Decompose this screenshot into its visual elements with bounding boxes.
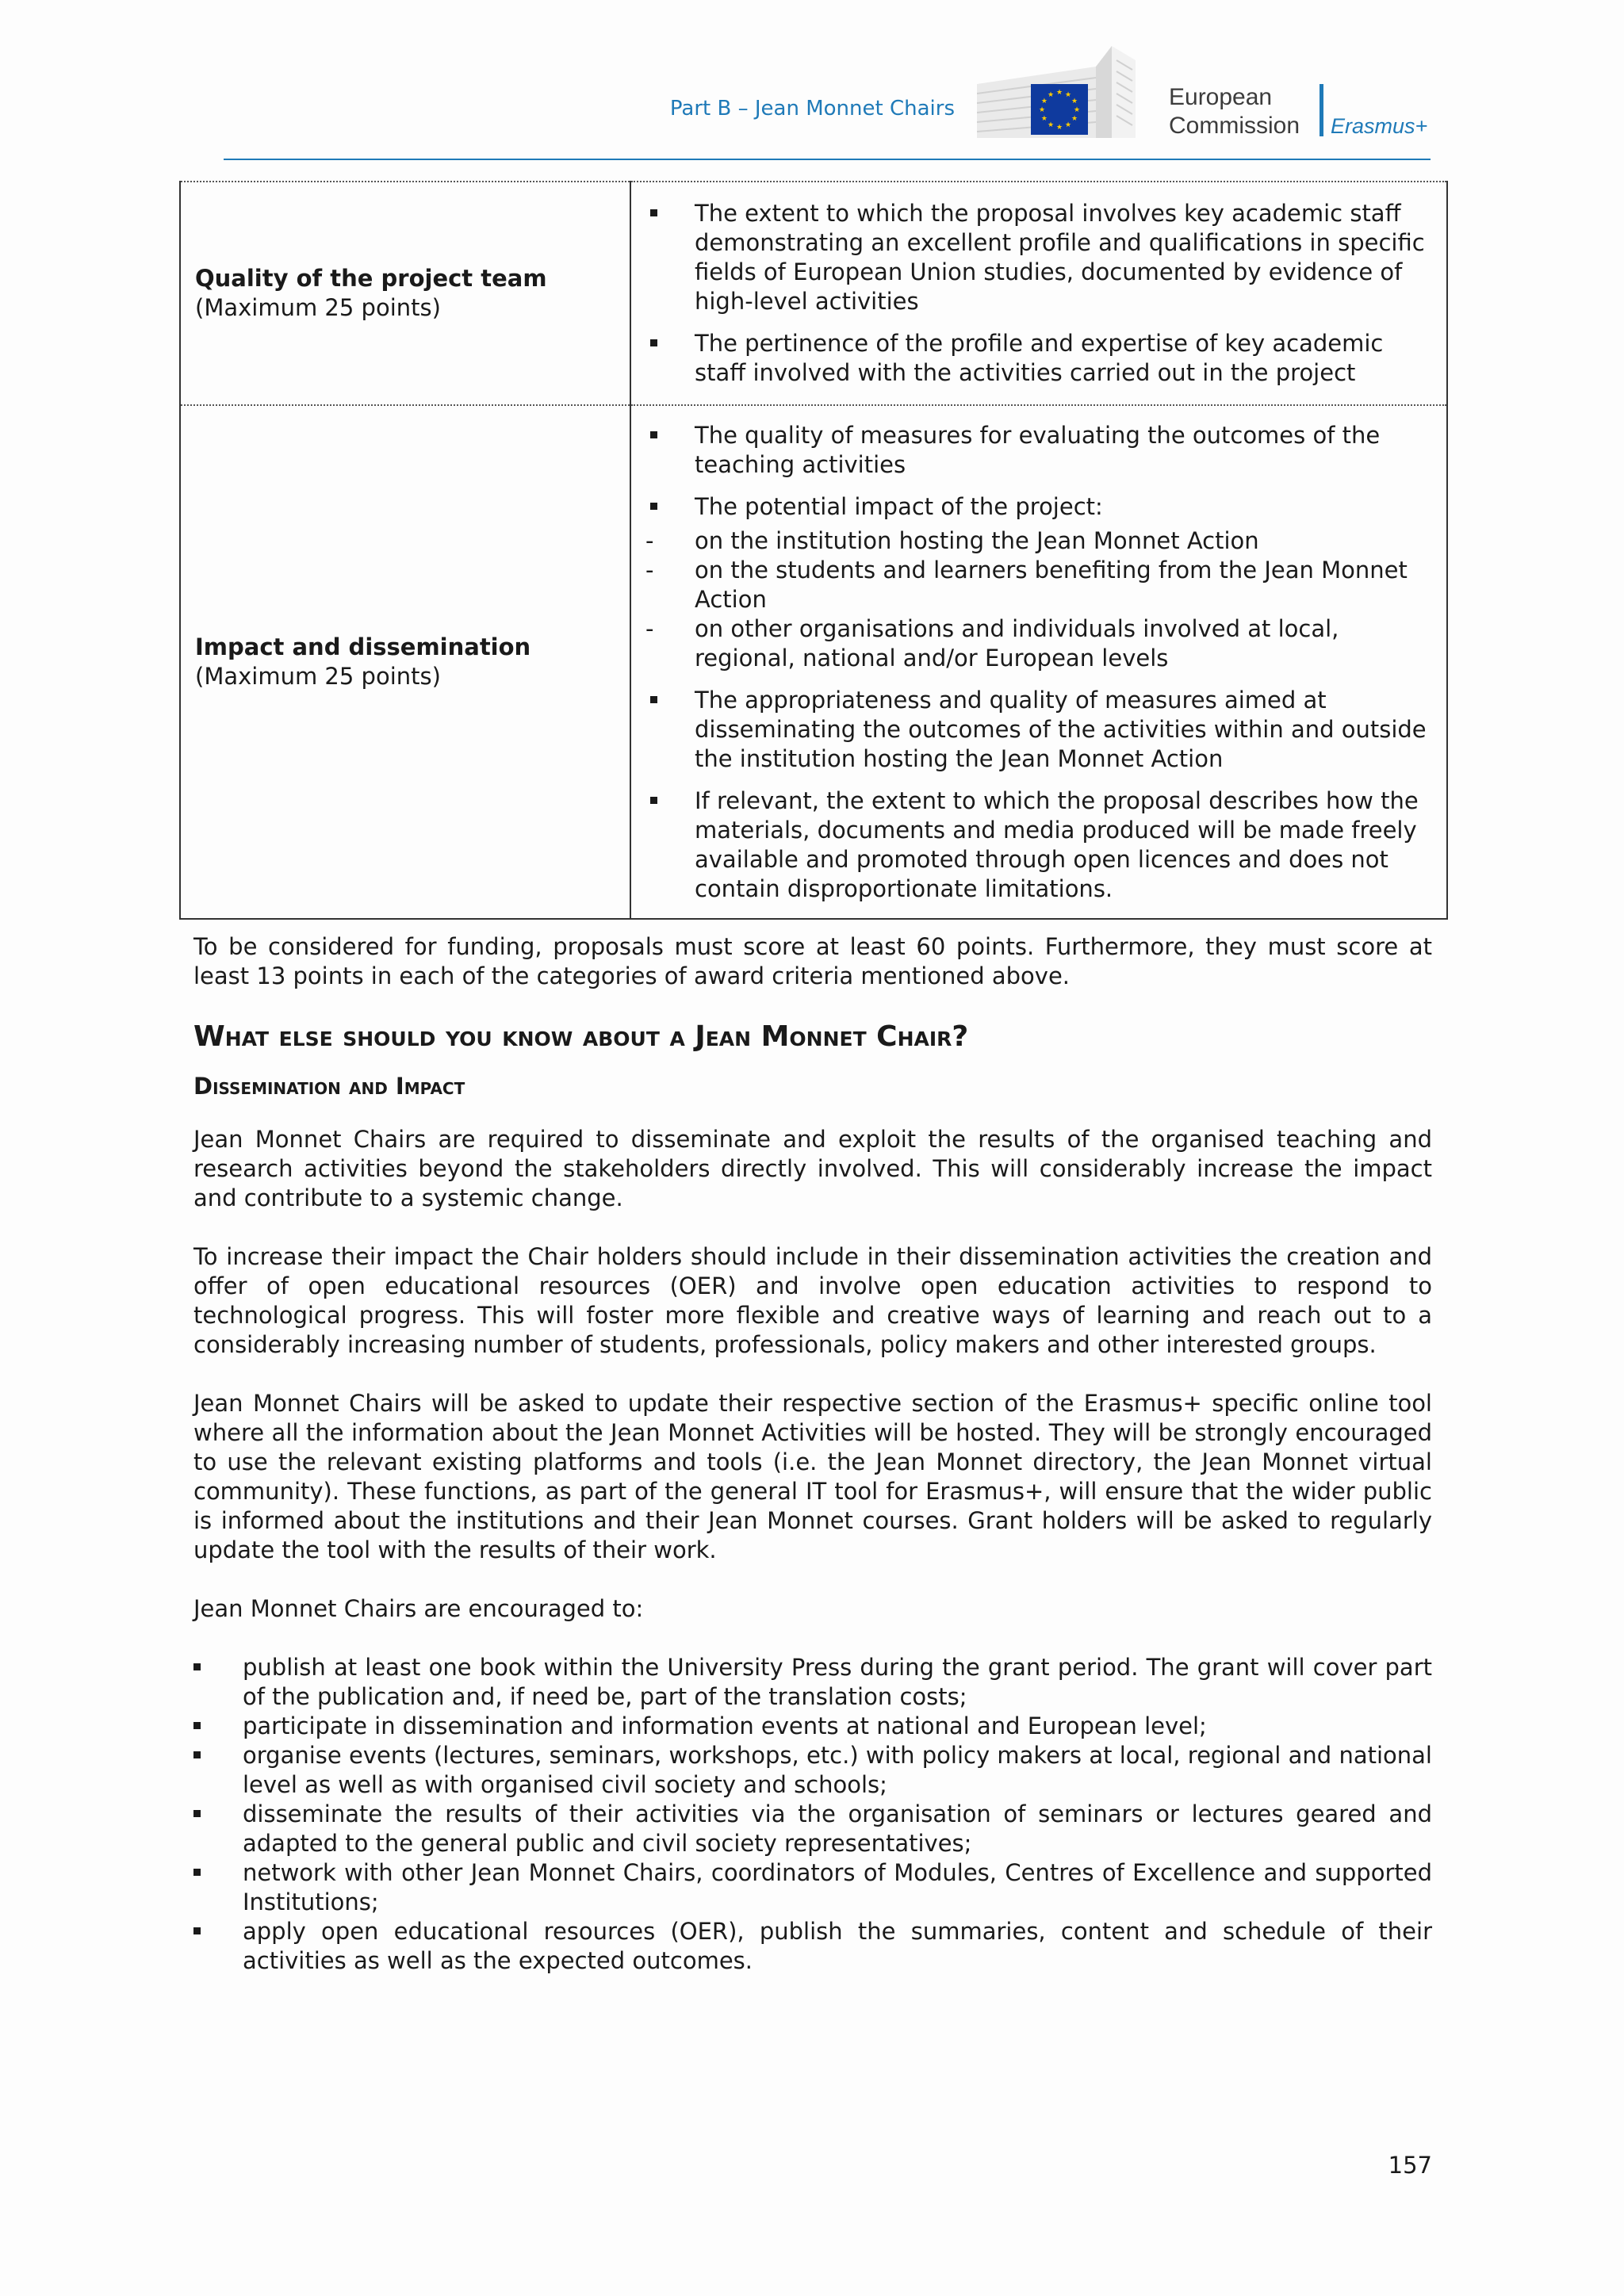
page-header: [0, 0, 1624, 166]
subsection-heading: Dissemination and Impact: [193, 1073, 465, 1100]
body-paragraph: To increase their impact the Chair holders should include in their dissemination activities the creation and offer of open educational resources (OER) and involve open education activities to respond to technological progress. This will foster more flexible and creative ways of learning and reach out to a considerably increasing number of students, professionals, policy makers and other interested groups.: [193, 1243, 1432, 1358]
european-commission-erasmus-logo: [977, 44, 1437, 147]
logo-erasmus: Erasmus+: [1331, 114, 1428, 138]
criteria-title: Impact and dissemination: [195, 633, 531, 660]
criteria-subitem: - on the institution hosting the Jean Monnet Action: [645, 526, 1432, 556]
eu-star-icon: ★: [1047, 121, 1055, 130]
criteria-name-cell: [180, 182, 630, 405]
criteria-row-impact: [180, 405, 1447, 919]
body-paragraph: Jean Monnet Chairs are encouraged to:: [193, 1595, 644, 1622]
eu-star-icon: ★: [1055, 89, 1063, 97]
criteria-bullet-text: The potential impact of the project:: [695, 492, 1103, 520]
eu-star-icon: ★: [1073, 106, 1081, 114]
criteria-subitem: - on other organisations and individuals involved at local, regional, national and/or European levels: [645, 614, 1432, 673]
eu-star-icon: ★: [1055, 124, 1063, 132]
criteria-bullet: [647, 492, 1432, 673]
section-heading: What else should you know about a Jean Monnet Chair?: [193, 1020, 969, 1053]
eu-star-icon: ★: [1064, 121, 1072, 130]
criteria-row-project-team: [180, 182, 1447, 405]
page-number: 157: [1388, 2152, 1432, 2179]
criteria-bullet: If relevant, the extent to which the proposal describes how the materials, documents and media produced will be made freely available and promoted through open licences and does not contain disproportionate limitations.: [647, 786, 1432, 904]
criteria-subitem: - on the students and learners benefiting from the Jean Monnet Action: [645, 556, 1432, 614]
body-paragraph: Jean Monnet Chairs are required to disseminate and exploit the results of the organised teaching and research activities beyond the stakeholders directly involved. This will considerably increase the impact and contribute to a systemic change.: [193, 1126, 1432, 1211]
criteria-title: Quality of the project team: [195, 265, 547, 292]
criteria-description-cell: [630, 405, 1447, 919]
criteria-points: (Maximum 25 points): [195, 663, 441, 690]
criteria-bullet: The pertinence of the profile and expertise of key academic staff involved with the activities carried out in the project: [647, 329, 1432, 388]
eu-star-icon: ★: [1040, 115, 1048, 123]
criteria-bullet: The quality of measures for evaluating the outcomes of the teaching activities: [647, 421, 1432, 480]
header-rule: [224, 159, 1431, 160]
eu-star-icon: ★: [1071, 115, 1078, 123]
criteria-points: (Maximum 25 points): [195, 294, 441, 321]
logo-divider: [1320, 84, 1323, 136]
list-item: organise events (lectures, seminars, workshops, etc.) with policy makers at local, regional and national level as well as with organised civil society and schools;: [193, 1741, 1432, 1800]
logo-line2: Commission: [1169, 113, 1300, 139]
list-item: publish at least one book within the University Press during the grant period. The grant will cover part of the publication and, if need be, part of the translation costs;: [193, 1653, 1432, 1712]
list-item: disseminate the results of their activities via the organisation of seminars or lectures geared and adapted to the general public and civil society representatives;: [193, 1800, 1432, 1858]
list-item: participate in dissemination and information events at national and European level;: [193, 1712, 1432, 1741]
eu-star-icon: ★: [1071, 98, 1078, 105]
list-item: apply open educational resources (OER), publish the summaries, content and schedule of their activities as well as the expected outcomes.: [193, 1917, 1432, 1976]
list-item: network with other Jean Monnet Chairs, coordinators of Modules, Centres of Excellence and supported Institutions;: [193, 1858, 1432, 1917]
logo-line1: European: [1169, 84, 1273, 110]
body-paragraph: Jean Monnet Chairs will be asked to update their respective section of the Erasmus+ specific online tool where all the information about the Jean Monnet Activities will be hosted. They will be strongly encouraged to use the relevant existing platforms and tools (i.e. the Jean Monnet directory, the Jean Monnet virtual community). These functions, as part of the general IT tool for Erasmus+, will ensure that the wider public is informed about the institutions and their Jean Monnet courses. Grant holders will be asked to regularly update the tool with the results of their work.: [193, 1390, 1432, 1563]
award-criteria-table: [179, 181, 1448, 920]
criteria-name-cell: [180, 405, 630, 919]
eu-star-icon: ★: [1038, 106, 1046, 114]
eu-star-icon: ★: [1047, 90, 1055, 99]
criteria-bullet: The appropriateness and quality of measures aimed at disseminating the outcomes of the activities within and outside the institution hosting the Jean Monnet Action: [647, 686, 1432, 774]
eu-star-icon: ★: [1040, 98, 1048, 105]
eu-star-icon: ★: [1064, 90, 1072, 99]
criteria-bullet: The extent to which the proposal involves key academic staff demonstrating an excellent profile and qualifications in specific fields of European Union studies, documented by evidence of high-level activities: [647, 199, 1432, 316]
criteria-description-cell: [630, 182, 1447, 405]
encouraged-list: [193, 1653, 1432, 1976]
funding-note: To be considered for funding, proposals must score at least 60 points. Furthermore, they must score at least 13 points in each of the categories of award criteria mentioned above.: [193, 933, 1432, 989]
section-label: Part B – Jean Monnet Chairs: [669, 97, 955, 121]
main-content: [193, 932, 1432, 1976]
